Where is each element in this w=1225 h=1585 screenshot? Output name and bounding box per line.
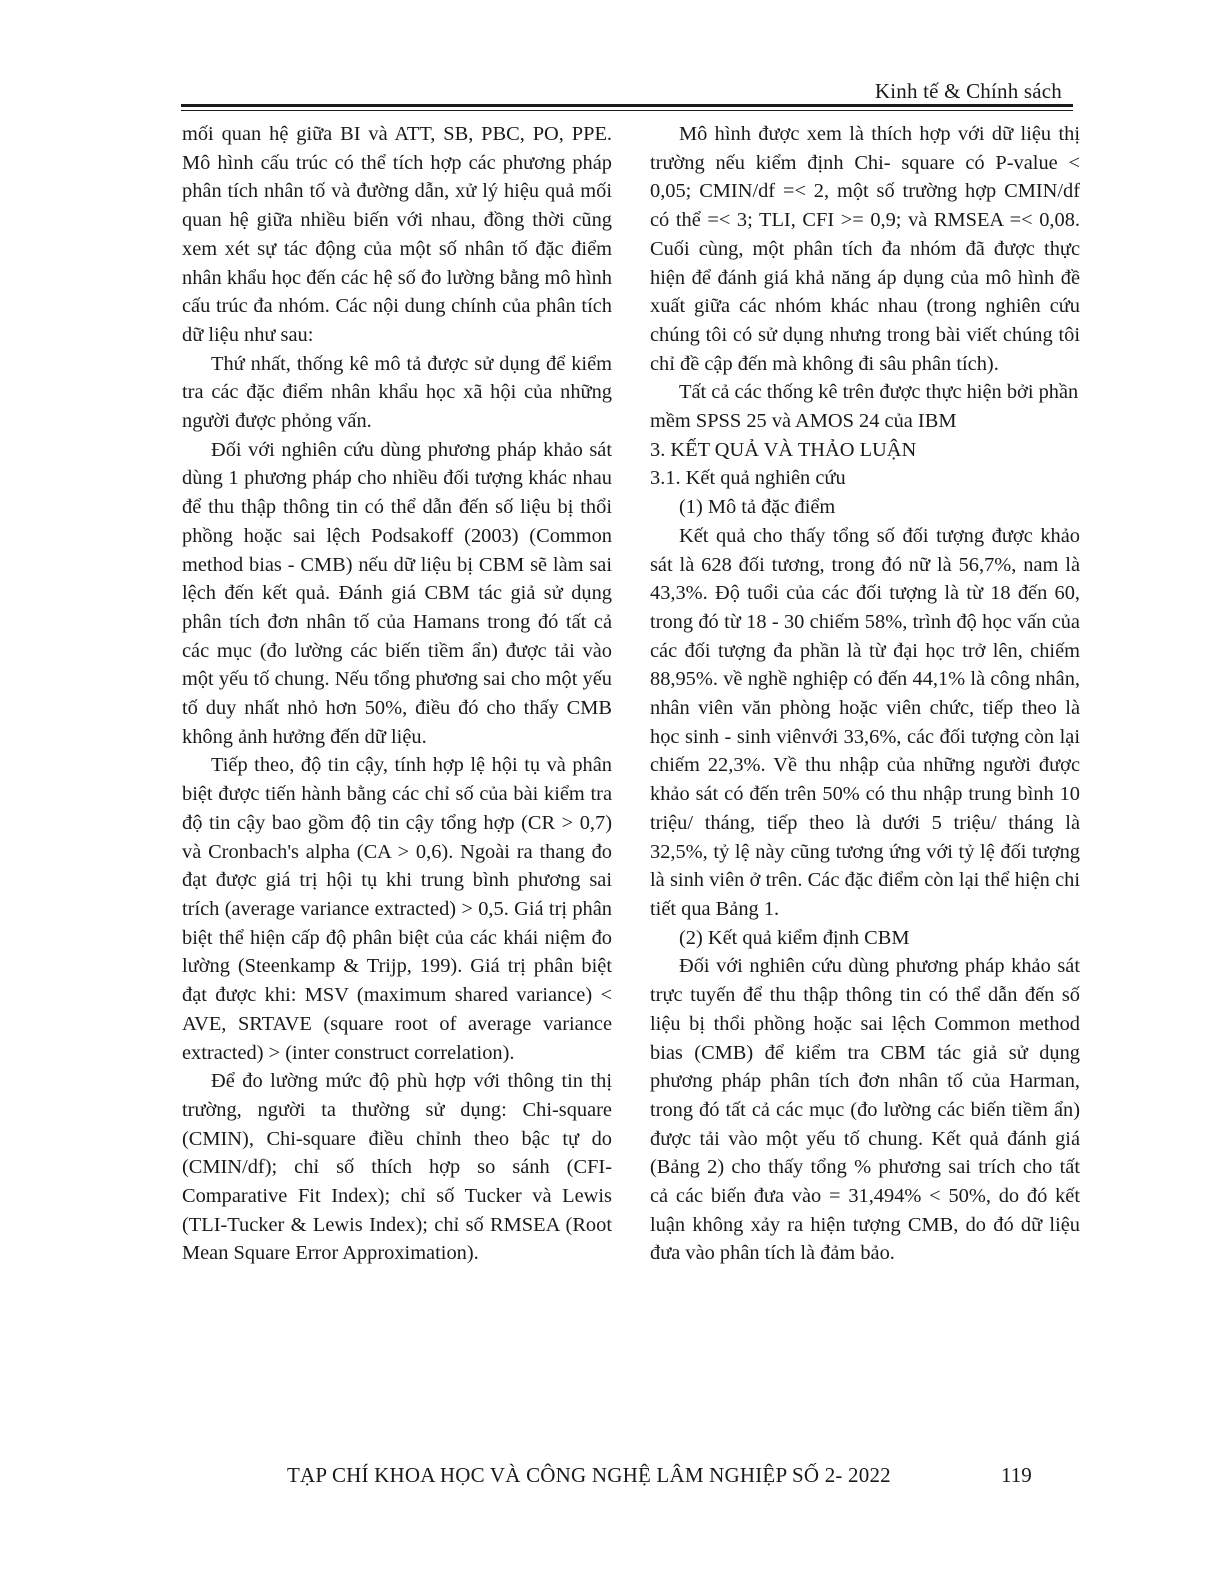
right-column (650, 120, 1080, 1268)
header-rule-thin (181, 110, 1073, 111)
paragraph-fit-indices: Để đo lường mức độ phù hợp với thông tin thị trường, người ta thường sử dụng: Chi-square (CMIN), Chi-square điều chỉnh theo bậc tự do (CMIN/df); chỉ số thích hợp so sánh (CFI- Comparative Fit Index); chỉ số Tucker và Lewis (TLI-Tucker & Lewis Index); chỉ số RMSEA (Root Mean Square Error Approximation). (182, 1070, 612, 1265)
paragraph-data-analysis-intro: mối quan hệ giữa BI và ATT, SB, PBC, PO, PPE. Mô hình cấu trúc có thể tích hợp các phương pháp phân tích nhân tố và đường dẫn, xử lý hiệu quả mối quan hệ giữa nhiều biến với nhau, đồng thời cũng xem xét sự tác động của một số nhân tố đặc điểm nhân khẩu học đến các hệ số đo lường bằng mô hình cấu trúc đa nhóm. Các nội dung chính của phân tích dữ liệu như sau: (182, 123, 612, 346)
paragraph-cbm-results: Đối với nghiên cứu dùng phương pháp khảo sát trực tuyến để thu thập thông tin có thể dẫn đến số liệu bị thổi phồng hoặc sai lệch Common method bias (CMB) để kiểm tra CBM tác giả sử dụng phương pháp phân tích đơn nhân tố của Harman, trong đó tất cả các mục (đo lường các biến tiềm ẩn) được tải vào một yếu tố chung. Kết quả đánh giá (Bảng 2) cho thấy tổng % phương sai trích cho tất cả các biến đưa vào = 31,494% < 50%, do đó kết luận không xảy ra hiện tượng CMB, do đó dữ liệu đưa vào phân tích là đảm bảo. (650, 955, 1080, 1265)
paragraph-software: Tất cả các thống kê trên được thực hiện bởi phần mềm SPSS 25 và AMOS 24 của IBM (650, 381, 1079, 433)
paragraph-descriptive-stats: Thứ nhất, thống kê mô tả được sử dụng để kiểm tra các đặc điểm nhân khẩu học xã hội của những người được phỏng vấn. (182, 352, 612, 433)
subsection-heading-research-results: 3.1. Kết quả nghiên cứu (650, 467, 846, 490)
paragraph-sample-characteristics: Kết quả cho thấy tổng số đối tượng được khảo sát là 628 đối tương, trong đó nữ là 56,7%, nam là 43,3%. Độ tuổi của các đối tượng là từ 18 đến 60, trong đó từ 18 - 30 chiếm 58%, trình độ học vấn của các đối tượng đa phần là từ đại học trở lên, chiếm 88,95%. về nghề nghiệp có đến 44,1% là công nhân, nhân viên văn phòng hoặc viên chức, tiếp theo là học sinh - sinh viênvới 33,6%, các đối tượng còn lại chiếm 22,3%. Về thu nhập của những người được khảo sát có đến trên 50% có thu nhập trung bình 10 triệu/ tháng, tiếp theo là dưới 5 triệu/ tháng là 32,5%, tỷ lệ này cũng tương ứng với tỷ lệ đối tượng là sinh viên ở trên. Các đặc điểm còn lại thể hiện chi tiết qua Bảng 1. (650, 524, 1080, 920)
left-column (182, 120, 612, 1268)
item-heading-characteristics: (1) Mô tả đặc điểm (679, 496, 836, 519)
page-number: 119 (1001, 1463, 1032, 1487)
footer-journal-title: TẠP CHÍ KHOA HỌC VÀ CÔNG NGHỆ LÂM NGHIỆP SỐ 2- 2022 (287, 1463, 891, 1487)
paragraph-model-fit-criteria: Mô hình được xem là thích hợp với dữ liệu thị trường nếu kiểm định Chi- square có P-value < 0,05; CMIN/df =< 2, một số trường hợp CMIN/df có thể =< 3; TLI, CFI >= 0,9; và RMSEA =< 0,08. Cuối cùng, một phân tích đa nhóm đã được thực hiện để đánh giá khả năng áp dụng của mô hình đề xuất giữa các nhóm khác nhau (trong nghiên cứu chúng tôi có sử dụng nhưng trong bài viết chúng tôi chỉ đề cập đến mà không đi sâu phân tích). (650, 123, 1080, 375)
running-head: Kinh tế & Chính sách (874, 79, 1062, 103)
paragraph-cmb-method: Đối với nghiên cứu dùng phương pháp khảo sát dùng 1 phương pháp cho nhiều đối tượng khác nhau để thu thập thông tin có thể dẫn đến số liệu bị thổi phồng hoặc sai lệch Podsakoff (2003) (Common method bias - CMB) nếu dữ liệu bị CBM sẽ làm sai lệch đến kết quả. Đánh giá CBM tác giả sử dụng phân tích đơn nhân tố của Hamans trong đó tất cả các mục (đo lường các biến tiềm ẩn) được tải vào một yếu tố chung. Nếu tổng phương sai cho một yếu tố duy nhất nhỏ hơn 50%, điều đó cho thấy CMB không ảnh hưởng đến dữ liệu. (182, 438, 612, 748)
header-rule-thick (181, 104, 1073, 107)
item-heading-cbm-test: (2) Kết quả kiểm định CBM (679, 926, 910, 949)
section-heading-results: 3. KẾT QUẢ VÀ THẢO LUẬN (650, 438, 917, 461)
paragraph-reliability-validity: Tiếp theo, độ tin cậy, tính hợp lệ hội tụ và phân biệt được tiến hành bằng các chỉ số của bài kiểm tra độ tin cậy bao gồm độ tin cậy tổng hợp (CR > 0,7) và Cronbach's alpha (CA > 0,6). Ngoài ra thang đo đạt được giá trị hội tụ khi trung bình phương sai trích (average variance extracted) > 0,5. Giá trị phân biệt thể hiện cấp độ phân biệt của các khái niệm đo lường (Steenkamp & Trijp, 199). Giá trị phân biệt đạt được khi: MSV (maximum shared variance) < AVE, SRTAVE (square root of average variance extracted) > (inter construct correlation). (182, 754, 612, 1064)
